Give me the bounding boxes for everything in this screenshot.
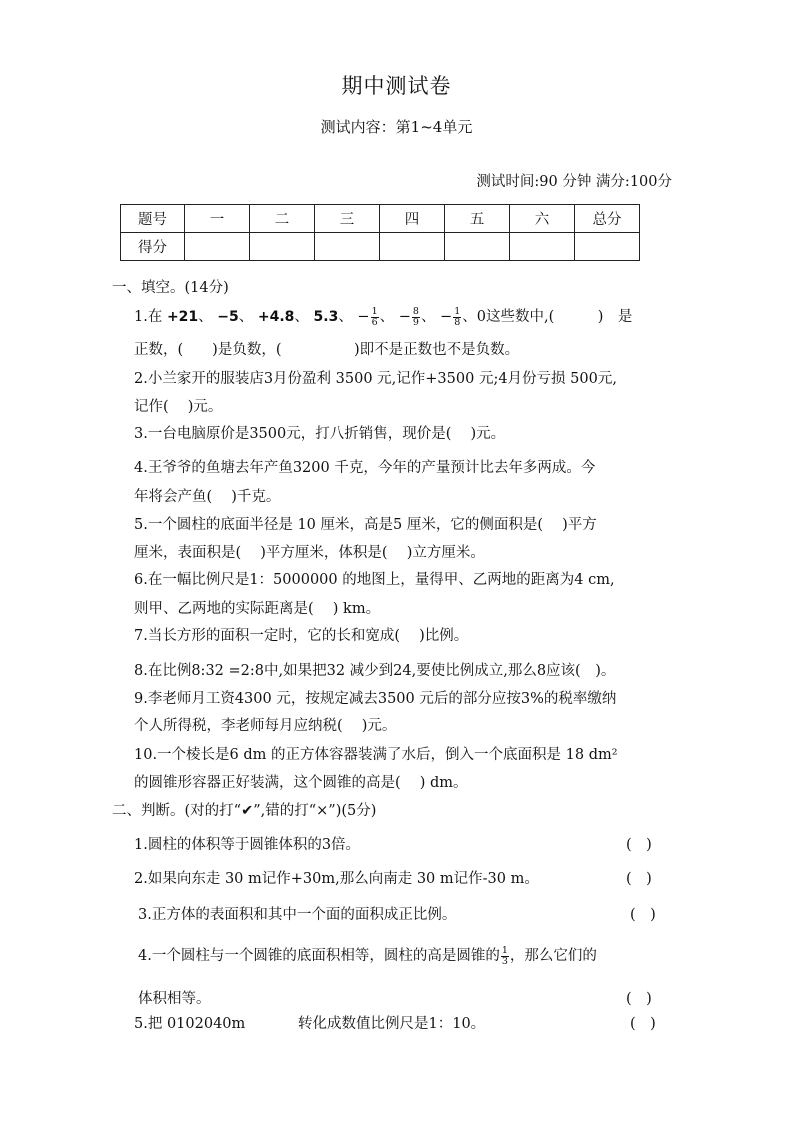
score-table-header-row bbox=[121, 205, 640, 233]
q1-sep: 、 bbox=[420, 309, 436, 325]
fraction-numerator: 8 bbox=[412, 305, 419, 317]
question-2-5-part1: 5.把 0102040m bbox=[134, 1016, 246, 1032]
question-1-6-line2: 则甲、乙两地的实际距离是( ) km。 bbox=[134, 601, 381, 617]
answer-paren[interactable]: ( ) bbox=[626, 871, 652, 887]
fraction-denominator: 8 bbox=[454, 316, 461, 328]
score-input-cell[interactable] bbox=[185, 233, 250, 261]
score-cell: 题号 bbox=[121, 205, 185, 233]
q4-fraction bbox=[501, 946, 509, 967]
question-1-8: 8.在比例8:32 =2:8中,如果把32 减少到24,要使比例成立,那么8应该( )。 bbox=[134, 663, 616, 679]
q1-sep: 、 bbox=[462, 309, 477, 325]
score-input-cell[interactable] bbox=[250, 233, 315, 261]
question-1-1-line1: 1.在 +21、 −5、 +4.8、 5.3、 − $\frac{1}{6}$ 、 − $\frac{8}{9}$ 、 − $\frac{1}{8}$ 、0这些数中,( ) 是 bbox=[134, 305, 633, 328]
answer-paren[interactable]: ( ) bbox=[630, 1016, 656, 1032]
score-input-cell[interactable] bbox=[380, 233, 445, 261]
q1-fraction bbox=[412, 307, 420, 328]
section-1-header: 一、填空。(14分) bbox=[112, 280, 229, 296]
q1-sep: 、 bbox=[379, 309, 395, 325]
question-1-10-line1: 10.一个棱长是6 dm 的正方体容器装满了水后，倒入一个底面积是 18 dm² bbox=[134, 747, 618, 763]
q1-fraction bbox=[371, 307, 379, 328]
q1-sep: 、 bbox=[338, 309, 353, 325]
score-table-score-row bbox=[121, 233, 640, 261]
question-2-2: 2.如果向东走 30 m记作+30m,那么向南走 30 m记作-30 m。 bbox=[134, 871, 539, 887]
question-2-1: 1.圆柱的体积等于圆锥体积的3倍。 bbox=[134, 837, 361, 853]
score-cell: 六 bbox=[510, 205, 575, 233]
question-1-3: 3.一台电脑原价是3500元，打八折销售，现价是( )元。 bbox=[134, 426, 506, 442]
page-subtitle: 测试内容：第1~4单元 bbox=[320, 118, 473, 136]
score-cell: 三 bbox=[315, 205, 380, 233]
q1-sep: 、 bbox=[238, 309, 254, 325]
exam-meta: 测试时间:90 分钟 满分:100分 bbox=[476, 174, 672, 190]
question-1-4-line2: 年将会产鱼( )千克。 bbox=[134, 489, 281, 505]
question-1-2-line2: 记作( )元。 bbox=[134, 399, 223, 415]
q1-number: −5 bbox=[217, 309, 239, 325]
fraction-numerator: 1 bbox=[501, 944, 508, 956]
score-cell: 得分 bbox=[121, 233, 185, 261]
score-table bbox=[120, 204, 640, 261]
score-cell: 二 bbox=[250, 205, 315, 233]
fraction-denominator: 6 bbox=[371, 316, 378, 328]
score-input-cell[interactable] bbox=[315, 233, 380, 261]
q1-fraction bbox=[453, 307, 461, 328]
score-cell: 四 bbox=[380, 205, 445, 233]
fraction-numerator: 1 bbox=[371, 305, 378, 317]
question-1-4-line1: 4.王爷爷的鱼塘去年产鱼3200 千克，今年的产量预计比去年多两成。今 bbox=[134, 460, 596, 476]
q1-tail: 0这些数中,( ) 是 bbox=[476, 309, 633, 325]
score-input-cell[interactable] bbox=[510, 233, 575, 261]
score-cell: 一 bbox=[185, 205, 250, 233]
page-title: 期中测试卷 bbox=[341, 74, 452, 98]
question-1-9-line1: 9.李老师月工资4300 元，按规定减去3500 元后的部分应按3%的税率缴纳 bbox=[134, 691, 617, 707]
score-input-cell[interactable] bbox=[575, 233, 640, 261]
q4-text: 4.一个圆柱与一个圆锥的底面积相等，圆柱的高是圆锥的 bbox=[138, 948, 500, 964]
q4-text-tail: ，那么它们的 bbox=[509, 948, 597, 964]
fraction-denominator: 9 bbox=[412, 316, 419, 328]
question-1-5-line2: 厘米，表面积是( )平方厘米，体积是( )立方厘米。 bbox=[134, 545, 485, 561]
question-2-4-line1 bbox=[138, 944, 597, 968]
question-1-5-line1: 5.一个圆柱的底面半径是 10 厘米，高是5 厘米，它的侧面积是( )平方 bbox=[134, 517, 597, 533]
answer-paren[interactable]: ( ) bbox=[626, 837, 652, 853]
question-1-10-line2: 的圆锥形容器正好装满，这个圆锥的高是( ) dm。 bbox=[134, 775, 468, 791]
answer-paren[interactable]: ( ) bbox=[630, 907, 656, 923]
fraction-denominator: 3 bbox=[501, 955, 508, 967]
score-cell: 五 bbox=[445, 205, 510, 233]
q1-prefix: 1.在 bbox=[134, 309, 163, 325]
question-2-3: 3.正方体的表面积和其中一个面的面积成正比例。 bbox=[138, 907, 457, 923]
question-1-7: 7.当长方形的面积一定时，它的长和宽成( )比例。 bbox=[134, 628, 469, 644]
question-2-4-line2: 体积相等。 bbox=[138, 991, 211, 1007]
q1-sep: 、 bbox=[198, 309, 213, 325]
section-2-header: 二、判断。(对的打“✔”,错的打“×”)(5分) bbox=[112, 803, 377, 819]
question-1-6-line1: 6.在一幅比例尺是1：5000000 的地图上，量得甲、乙两地的距离为4 cm, bbox=[134, 572, 615, 588]
q1-number: +21 bbox=[166, 309, 199, 325]
answer-paren[interactable]: ( ) bbox=[626, 991, 652, 1007]
q1-number: 5.3 bbox=[313, 309, 339, 325]
question-1-9-line2: 个人所得税，李老师每月应纳税( )元。 bbox=[134, 718, 397, 734]
q1-sep: 、 bbox=[294, 309, 309, 325]
question-1-2-line1: 2.小兰家开的服装店3月份盈利 3500 元,记作+3500 元;4月份亏损 500元, bbox=[134, 371, 617, 387]
fraction-numerator: 1 bbox=[454, 305, 461, 317]
score-input-cell[interactable] bbox=[445, 233, 510, 261]
question-2-5-part2: 转化成数值比例尺是1：10。 bbox=[298, 1016, 486, 1032]
question-1-1-line2: 正数，( )是负数，( )即不是正数也不是负数。 bbox=[134, 342, 520, 358]
score-cell: 总分 bbox=[575, 205, 640, 233]
q1-number: +4.8 bbox=[257, 309, 295, 325]
